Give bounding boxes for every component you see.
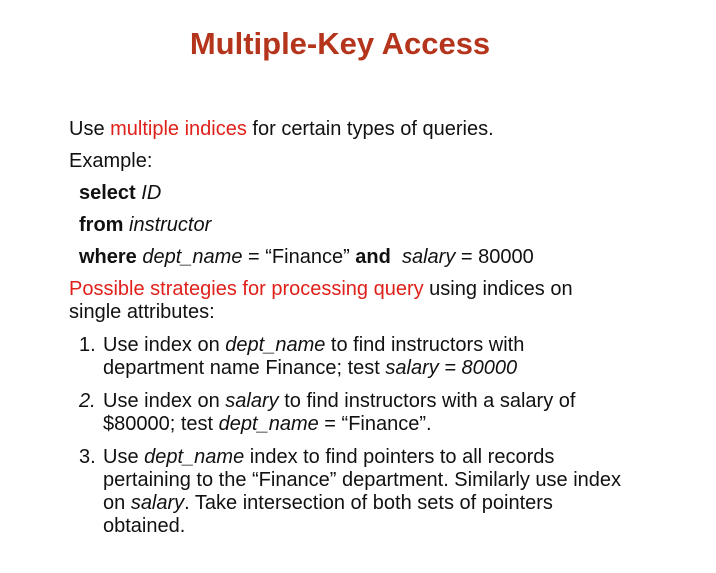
- from-keyword: from: [79, 214, 124, 236]
- item-text: to find instructors with a salary of: [278, 390, 576, 412]
- item-line: [103, 446, 689, 469]
- item-italic: dept_name: [225, 334, 326, 356]
- select-clause: [79, 182, 689, 205]
- strategies-line-1: [69, 278, 689, 301]
- item-number: 1.: [79, 334, 96, 356]
- strategies-line-2: single attributes:: [69, 301, 215, 323]
- item-italic: salary: [225, 390, 279, 412]
- where-val-2: 80000: [478, 246, 534, 268]
- item-number: 3.: [79, 446, 96, 468]
- item-line: [103, 515, 689, 538]
- item-text: on: [103, 492, 131, 514]
- from-clause: [79, 214, 689, 237]
- where-op-1: =: [242, 246, 266, 268]
- select-attribute: ID: [141, 182, 162, 204]
- sql-query: [69, 182, 689, 269]
- item-text: index to find pointers to all records: [244, 446, 555, 468]
- strategies-intro: [69, 278, 689, 324]
- where-attr-1: dept_name: [142, 246, 243, 268]
- strategies-rest: using indices on: [423, 278, 573, 300]
- and-keyword: and: [355, 246, 391, 268]
- item-text: = “Finance”.: [318, 413, 432, 435]
- intro-suffix: for certain types of queries.: [246, 118, 494, 140]
- item-text: obtained.: [103, 515, 186, 537]
- list-item: [69, 334, 689, 380]
- item-line: [103, 492, 689, 515]
- item-text: . Take intersection of both sets of pointers: [184, 492, 553, 514]
- item-text: $80000; test: [103, 413, 219, 435]
- example-label: Example:: [69, 150, 153, 172]
- where-clause: [79, 246, 689, 269]
- from-relation: instructor: [129, 214, 212, 236]
- item-italic: salary: [130, 492, 185, 514]
- item-text: department name Finance; test: [103, 357, 386, 379]
- item-number: 2.: [79, 390, 96, 412]
- list-item: [69, 446, 689, 538]
- select-keyword: select: [79, 182, 136, 204]
- item-line: [103, 390, 689, 413]
- page-title: Multiple-Key Access: [189, 26, 491, 61]
- strategy-list: [69, 334, 689, 538]
- item-text: Use index on: [103, 334, 226, 356]
- item-italic: dept_name: [144, 446, 245, 468]
- where-keyword: where: [79, 246, 137, 268]
- item-text: Use index on: [103, 390, 226, 412]
- where-val-1: “Finance”: [265, 246, 350, 268]
- item-text: Use: [103, 446, 145, 468]
- item-line: [103, 413, 689, 436]
- list-item: [69, 390, 689, 436]
- item-italic: dept_name: [218, 413, 319, 435]
- where-op-2: =: [455, 246, 479, 268]
- item-line: [103, 357, 689, 380]
- intro-prefix: Use: [69, 118, 111, 140]
- intro-line: [69, 118, 689, 141]
- item-italic: salary = 80000: [385, 357, 518, 379]
- slide-body: [69, 118, 689, 548]
- item-line: [103, 334, 689, 357]
- item-text: to find instructors with: [325, 334, 525, 356]
- item-line: [103, 469, 689, 492]
- item-text: pertaining to the “Finance” department. Similarly use index: [103, 469, 622, 491]
- where-attr-2: salary: [401, 246, 456, 268]
- strategies-highlight: Possible strategies for processing query: [69, 278, 424, 300]
- intro-highlight: multiple indices: [110, 118, 247, 140]
